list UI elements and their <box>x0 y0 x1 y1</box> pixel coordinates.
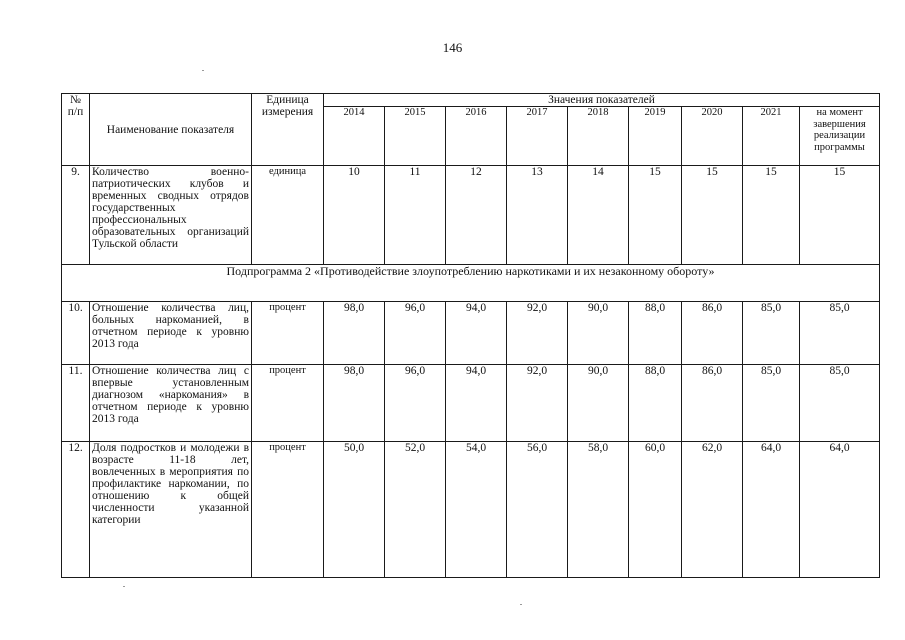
row-value: 85,0 <box>743 365 800 442</box>
row-value: 50,0 <box>324 442 385 578</box>
row-value: 15 <box>629 166 682 265</box>
header-num: № п/п <box>62 94 90 166</box>
row-final-value: 64,0 <box>800 442 880 578</box>
row-final-value: 85,0 <box>800 365 880 442</box>
row-value: 98,0 <box>324 302 385 365</box>
row-value: 15 <box>682 166 743 265</box>
row-value: 60,0 <box>629 442 682 578</box>
scan-speck <box>123 586 125 587</box>
header-year: 2020 <box>682 107 743 166</box>
row-value: 52,0 <box>385 442 446 578</box>
scan-speck <box>202 70 204 71</box>
header-year: 2017 <box>507 107 568 166</box>
subprogram-title: Подпрограмма 2 «Противодействие злоупотреблению наркотиками и их незаконному обороту» <box>62 265 880 302</box>
row-value: 86,0 <box>682 302 743 365</box>
row-unit: процент <box>252 365 324 442</box>
header-values-group: Значения показателей <box>324 94 880 107</box>
header-year: 2015 <box>385 107 446 166</box>
row-value: 88,0 <box>629 302 682 365</box>
row-name: Количество военно-патриотических клубов и временных сводных отрядов государственных профессиональных образовательных организаций Тульской области <box>90 166 252 265</box>
row-num: 10. <box>62 302 90 365</box>
row-value: 90,0 <box>568 302 629 365</box>
row-unit: процент <box>252 442 324 578</box>
row-value: 10 <box>324 166 385 265</box>
row-value: 94,0 <box>446 302 507 365</box>
row-value: 62,0 <box>682 442 743 578</box>
row-value: 90,0 <box>568 365 629 442</box>
row-num: 9. <box>62 166 90 265</box>
header-unit: Единица измерения <box>252 94 324 166</box>
table-row <box>62 166 880 265</box>
row-value: 12 <box>446 166 507 265</box>
header-year: 2019 <box>629 107 682 166</box>
page-number: 146 <box>442 40 463 55</box>
row-value: 54,0 <box>446 442 507 578</box>
row-value: 11 <box>385 166 446 265</box>
row-value: 88,0 <box>629 365 682 442</box>
row-value: 96,0 <box>385 365 446 442</box>
table-row <box>62 365 880 442</box>
subprogram-row <box>62 265 880 302</box>
row-value: 13 <box>507 166 568 265</box>
row-value: 14 <box>568 166 629 265</box>
row-value: 85,0 <box>743 302 800 365</box>
row-value: 15 <box>743 166 800 265</box>
row-value: 98,0 <box>324 365 385 442</box>
row-name: Доля подростков и молодежи в возрасте 11-18 лет, вовлеченных в мероприятия по профилактике наркомании, по отношению к общей численности указанной категории <box>90 442 252 578</box>
row-value: 96,0 <box>385 302 446 365</box>
row-name: Отношение количества лиц с впервые установленным диагнозом «наркомания» в отчетном периоде к уровню 2013 года <box>90 365 252 442</box>
row-value: 86,0 <box>682 365 743 442</box>
row-num: 12. <box>62 442 90 578</box>
header-year: 2016 <box>446 107 507 166</box>
table-row <box>62 302 880 365</box>
row-num: 11. <box>62 365 90 442</box>
header-year: 2014 <box>324 107 385 166</box>
scan-speck <box>520 604 522 605</box>
row-value: 58,0 <box>568 442 629 578</box>
header-indicator-name: Наименование показателя <box>90 94 252 166</box>
row-final-value: 15 <box>800 166 880 265</box>
header-year: 2018 <box>568 107 629 166</box>
table-row <box>62 442 880 578</box>
row-value: 94,0 <box>446 365 507 442</box>
row-value: 92,0 <box>507 302 568 365</box>
row-value: 56,0 <box>507 442 568 578</box>
header-row-1 <box>62 94 880 107</box>
row-unit: единица <box>252 166 324 265</box>
indicators-table <box>61 93 880 578</box>
row-name: Отношение количества лиц, больных наркоманией, в отчетном периоде к уровню 2013 года <box>90 302 252 365</box>
row-final-value: 85,0 <box>800 302 880 365</box>
row-unit: процент <box>252 302 324 365</box>
row-value: 64,0 <box>743 442 800 578</box>
header-completion: на момент завершения реализации программы <box>800 107 880 166</box>
header-year: 2021 <box>743 107 800 166</box>
row-value: 92,0 <box>507 365 568 442</box>
